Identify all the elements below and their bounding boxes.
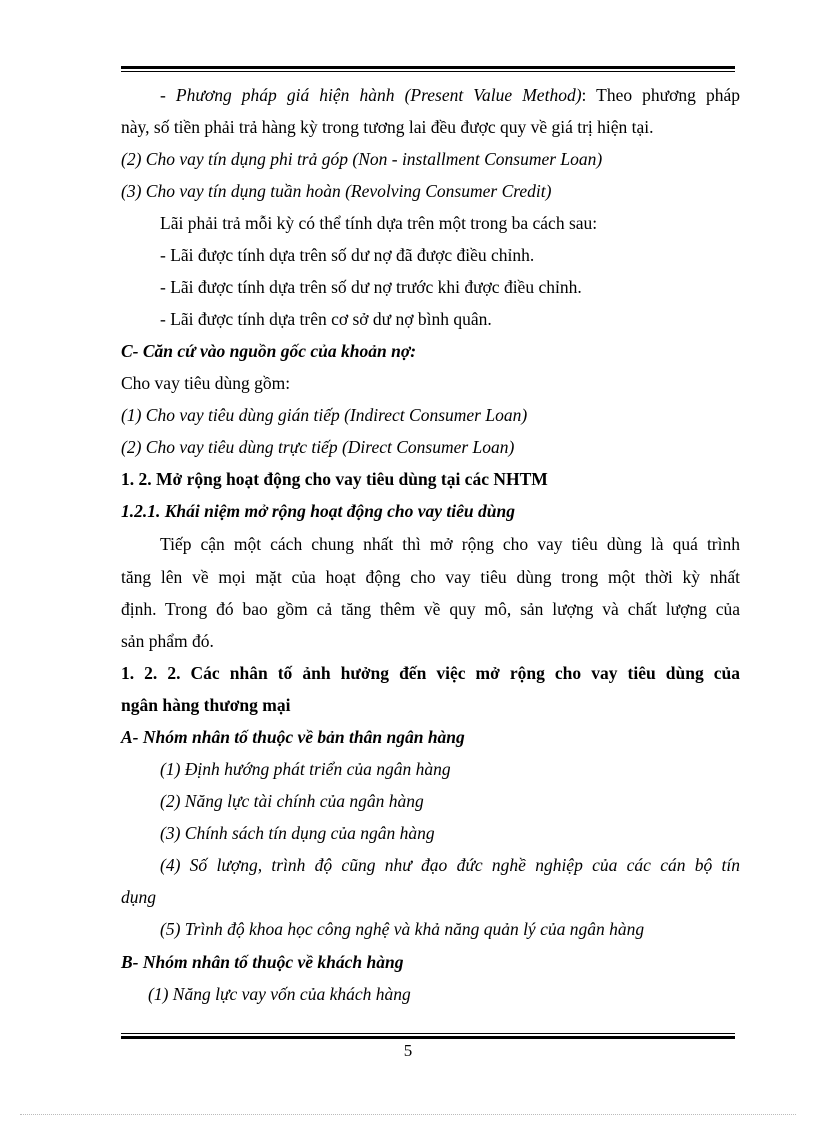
- top-rule: [121, 66, 735, 69]
- line-29: (1) Năng lực vay vốn của khách hàng: [148, 984, 411, 1004]
- line-2: này, số tiền phải trả hàng kỳ trong tương lai đều được quy về giá trị hiện tại.: [121, 117, 654, 137]
- line-26: dụng: [121, 887, 156, 907]
- line-1-prefix: -: [160, 85, 176, 105]
- line-22: (1) Định hướng phát triển của ngân hàng: [160, 759, 451, 779]
- bottom-rule-thin: [121, 1033, 735, 1034]
- heading-1-2: 1. 2. Mở rộng hoạt động cho vay tiêu dùng tại các NHTM: [121, 469, 548, 489]
- line-7: - Lãi được tính dựa trên số dư nợ trước khi được điều chỉnh.: [160, 277, 582, 297]
- line-11: (1) Cho vay tiêu dùng gián tiếp (Indirect Consumer Loan): [121, 405, 528, 425]
- section-heading-c: C- Căn cứ vào nguồn gốc của khoản nợ:: [121, 341, 417, 361]
- line-5: Lãi phải trả mỗi kỳ có thể tính dựa trên một trong ba cách sau:: [160, 213, 598, 233]
- line-25: (4) Số lượng, trình độ cũng như đạo đức nghề nghiệp của các cán bộ tín: [160, 855, 740, 875]
- line-8: - Lãi được tính dựa trên cơ sở dư nợ bình quân.: [160, 309, 492, 329]
- line-16: tăng lên về mọi mặt của hoạt động cho vay tiêu dùng trong một thời kỳ nhất: [121, 567, 740, 587]
- line-27: (5) Trình độ khoa học công nghệ và khả năng quản lý của ngân hàng: [160, 919, 645, 939]
- line-6: - Lãi được tính dựa trên số dư nợ đã được điều chỉnh.: [160, 245, 535, 265]
- section-heading-b: B- Nhóm nhân tố thuộc về khách hàng: [121, 952, 404, 972]
- top-rule-thin: [121, 71, 735, 72]
- heading-1-2-2-cont: ngân hàng thương mại: [121, 695, 291, 715]
- line-23: (2) Năng lực tài chính của ngân hàng: [160, 791, 424, 811]
- page-number: 5: [403, 1041, 413, 1060]
- page-edge-dots: [20, 1114, 796, 1115]
- line-15: Tiếp cận một cách chung nhất thì mở rộng cho vay tiêu dùng là quá trình: [160, 534, 740, 554]
- heading-1-2-2: 1. 2. 2. Các nhân tố ảnh hưởng đến việc mở rộng cho vay tiêu dùng của: [121, 663, 740, 683]
- line-1-suffix: : Theo phương pháp: [581, 85, 741, 105]
- line-17: định. Trong đó bao gồm cả tăng thêm về quy mô, sản lượng và chất lượng của: [121, 599, 740, 619]
- line-18: sản phẩm đó.: [121, 631, 214, 651]
- line-24: (3) Chính sách tín dụng của ngân hàng: [160, 823, 435, 843]
- line-3: (2) Cho vay tín dụng phi trả góp (Non - installment Consumer Loan): [121, 149, 603, 169]
- line-4: (3) Cho vay tín dụng tuần hoàn (Revolving Consumer Credit): [121, 181, 552, 201]
- line-10: Cho vay tiêu dùng gồm:: [121, 373, 291, 393]
- heading-1-2-1: 1.2.1. Khái niệm mở rộng hoạt động cho vay tiêu dùng: [121, 501, 515, 521]
- section-heading-a: A- Nhóm nhân tố thuộc về bản thân ngân hàng: [121, 727, 465, 747]
- bottom-rule: [121, 1036, 735, 1039]
- line-12: (2) Cho vay tiêu dùng trực tiếp (Direct Consumer Loan): [121, 437, 515, 457]
- line-1-italic: Phương pháp giá hiện hành (Present Value Method): [175, 85, 582, 105]
- line-1: [160, 84, 740, 106]
